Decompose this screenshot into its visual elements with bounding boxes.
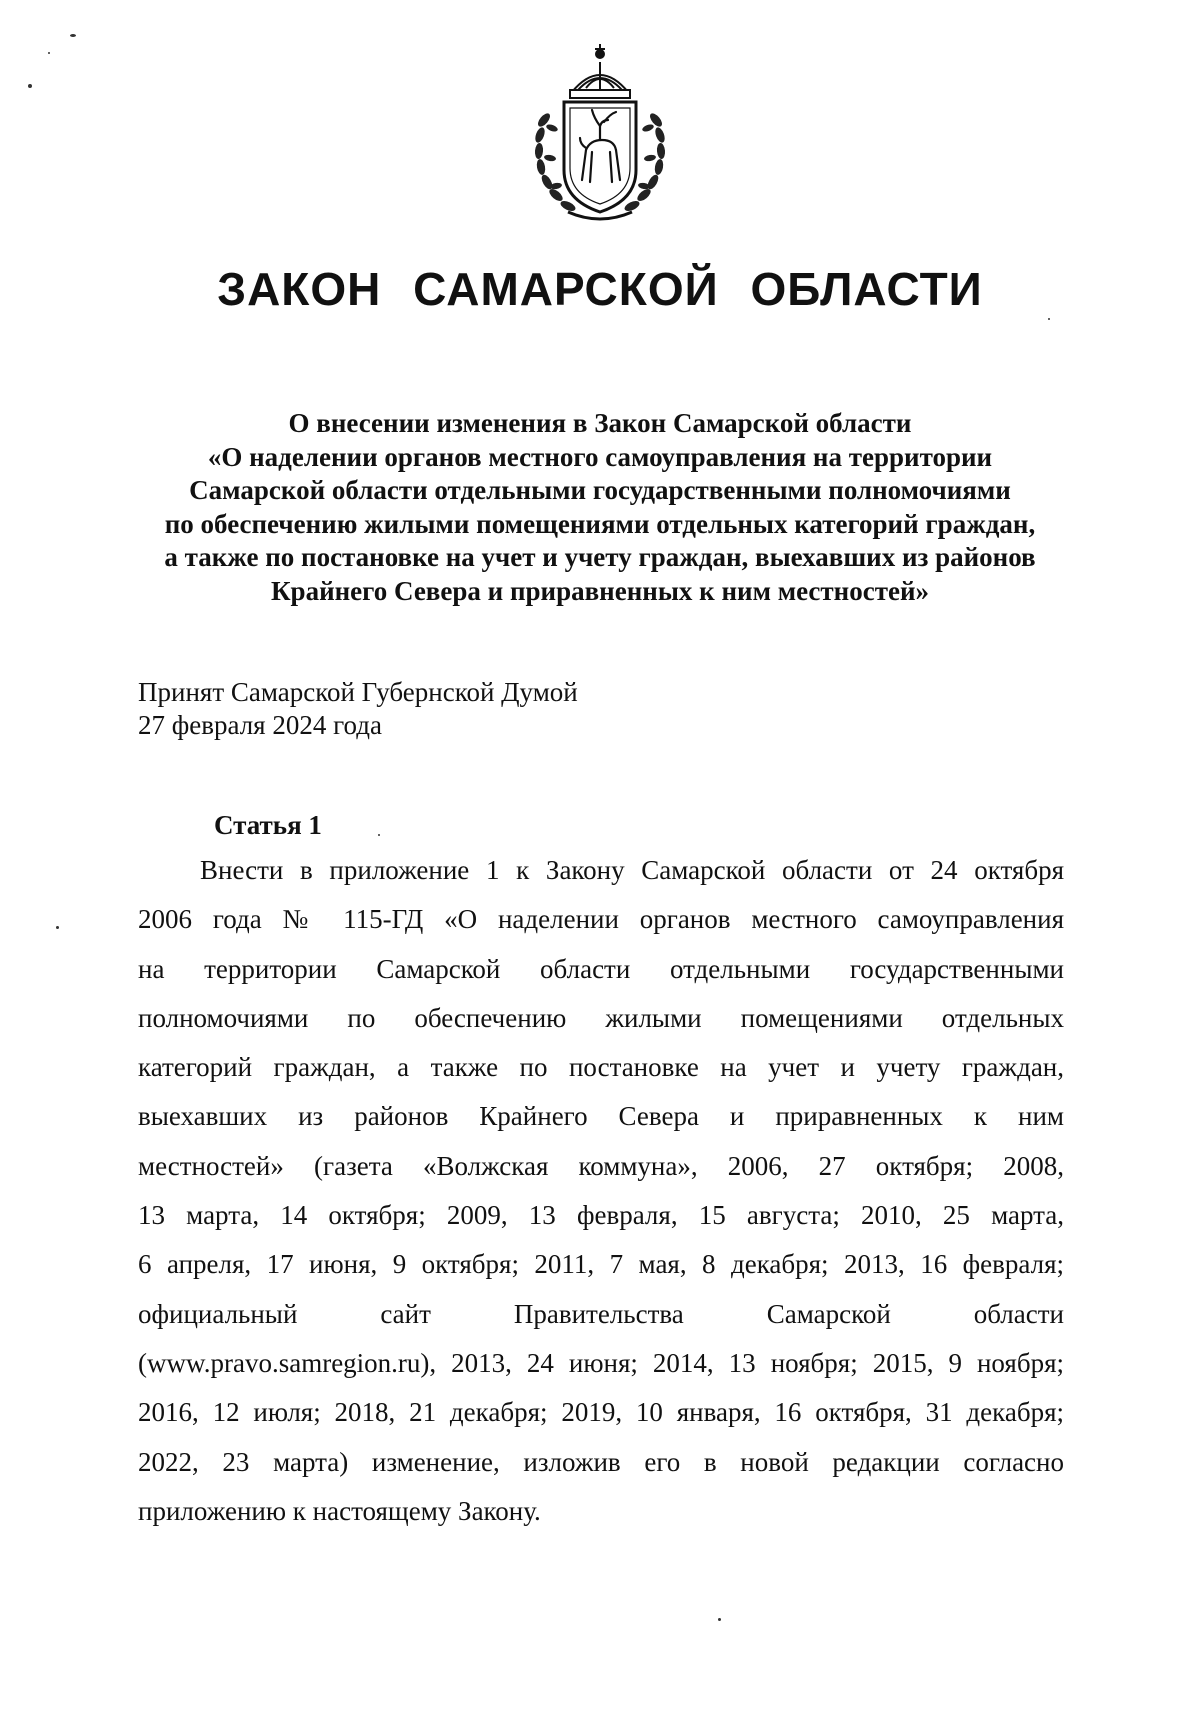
article-line: полномочиями по обеспечению жилыми помещениями отдельных	[138, 1002, 1064, 1033]
article-line: Внести в приложение 1 к Закону Самарской области от 24 октября	[200, 855, 1064, 885]
article-line: 2006 года № 115-ГД «О наделении органов местного самоуправления	[138, 904, 1064, 935]
article-line: официальный сайт Правительства Самарской области	[138, 1298, 1064, 1329]
scan-speck	[1048, 318, 1050, 320]
article-heading: Статья 1	[214, 810, 322, 840]
subject-line: Крайнего Севера и приравненных к ним местностей»	[270, 575, 930, 606]
article-line: местностей» (газета «Волжская коммуна», 2006, 27 октября; 2008,	[138, 1150, 1064, 1181]
law-title: ЗАКОН САМАРСКОЙ ОБЛАСТИ	[217, 263, 983, 315]
article-line: приложению к настоящему Закону.	[138, 1495, 541, 1526]
scan-speck	[28, 84, 32, 88]
article-line: выехавших из районов Крайнего Севера и приравненных к ним	[138, 1101, 1064, 1132]
article-line: 6 апреля, 17 июня, 9 октября; 2011, 7 мая, 8 декабря; 2013, 16 февраля;	[138, 1249, 1064, 1280]
adoption-info	[138, 676, 578, 742]
law-subject	[100, 407, 1100, 608]
scan-speck	[378, 834, 380, 836]
samara-coat-of-arms-icon	[520, 40, 680, 230]
adoption-date: 27 февраля 2024 года	[138, 710, 382, 740]
scan-speck	[56, 926, 59, 929]
article-line: 2022, 23 марта) изменение, изложив его в новой редакции согласно	[138, 1446, 1064, 1477]
article-line: (www.pravo.samregion.ru), 2013, 24 июня; 2014, 13 ноября; 2015, 9 ноября;	[138, 1347, 1064, 1378]
subject-line: «О наделении органов местного самоуправления на территории	[207, 441, 993, 472]
adopted-by: Принят Самарской Губернской Думой	[138, 677, 578, 707]
subject-line: а также по постановке на учет и учету граждан, выехавших из районов	[164, 542, 1036, 572]
article-line: 2016, 12 июля; 2018, 21 декабря; 2019, 10 января, 16 октября, 31 декабря;	[138, 1397, 1064, 1428]
scan-speck	[70, 34, 76, 37]
article-line: на территории Самарской области отдельными государственными	[138, 953, 1064, 984]
scan-speck	[718, 1618, 721, 1621]
subject-line: по обеспечению жилыми помещениями отдельных категорий граждан,	[164, 508, 1036, 539]
article-line: категорий граждан, а также по постановке на учет и учету граждан,	[138, 1052, 1064, 1083]
subject-line: О внесении изменения в Закон Самарской области	[288, 408, 912, 438]
article-line: 13 марта, 14 октября; 2009, 13 февраля, 15 августа; 2010, 25 марта,	[138, 1200, 1064, 1231]
subject-line: Самарской области отдельными государственными полномочиями	[189, 475, 1011, 505]
article-body	[138, 846, 1064, 1536]
scan-speck	[48, 52, 50, 54]
